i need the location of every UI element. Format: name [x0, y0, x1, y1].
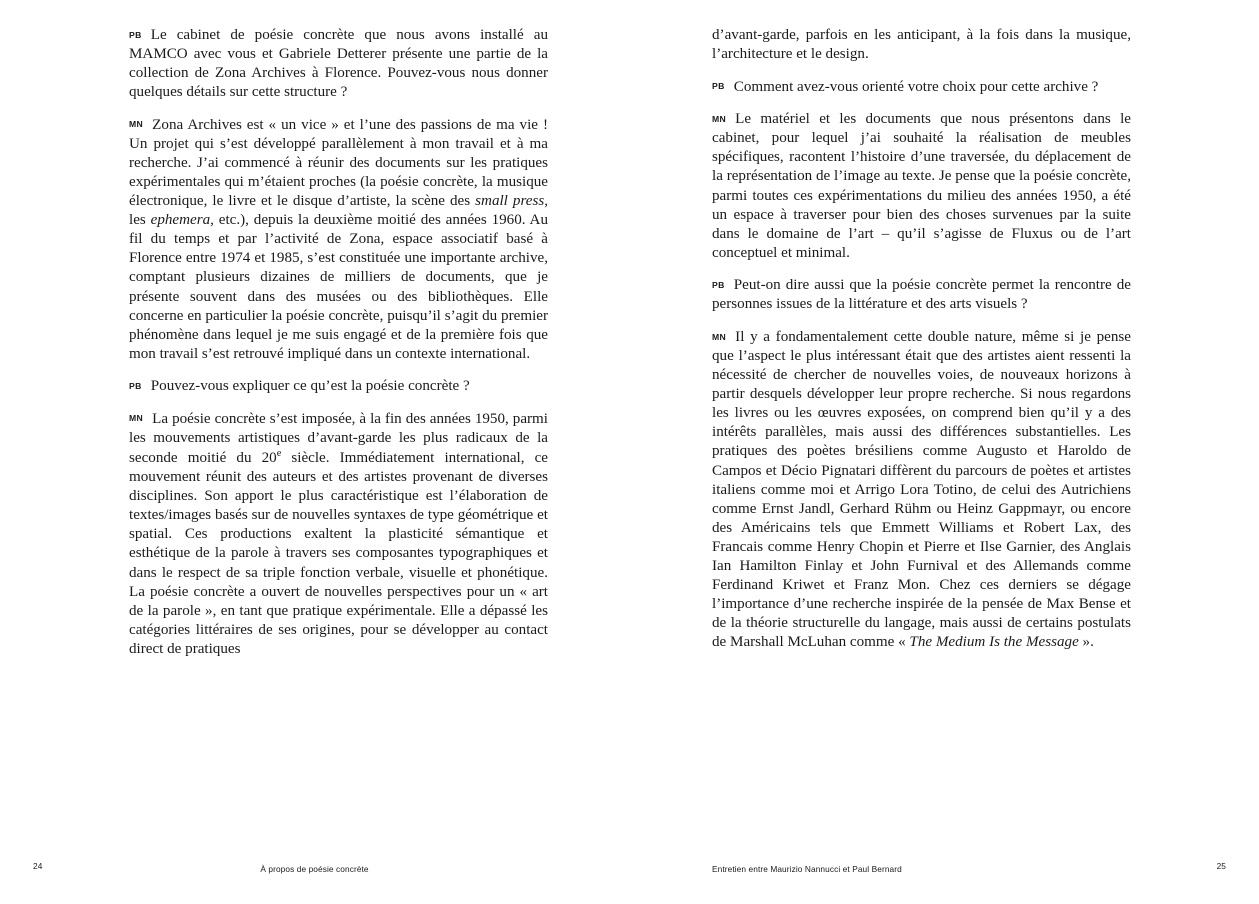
paragraph-text: Peut-on dire aussi que la poésie concrète permet la rencontre de personnes issues de la littérature et des arts visuels ? [712, 277, 1131, 313]
speaker-label: PB [712, 81, 725, 92]
qa-paragraph [712, 110, 1131, 263]
qa-paragraph [129, 26, 548, 102]
right-page [630, 0, 1259, 904]
qa-paragraph [712, 78, 1131, 97]
qa-paragraph [129, 116, 548, 364]
left-page-text-column [129, 26, 548, 659]
qa-paragraph [712, 328, 1131, 652]
italic-title: The Medium Is the Message [909, 634, 1079, 651]
qa-paragraph [712, 276, 1131, 314]
folio-right: 25 [1216, 861, 1226, 871]
speaker-label: MN [712, 113, 727, 124]
paragraph-text: Il y a fondamentalement cette double nature, même si je pense que l’aspect le plus intéressant était que des artistes aient ressenti la nécessité de chercher de nouvelles voies, de nouveaux horizons à partir desquels développer leur propre recherche. Si nous regardons les livres ou les œuvres exposées, on comprend bien qu’il y a des intérêts parallèles, mais aussi des différences substantielles. Les pratiques des poètes brésiliens comme Augusto et Haroldo de Campos et Décio Pignatari diffèrent du parcours de poètes et artistes italiens comme moi et Arrigo Lora Totino, de celui des Autrichiens comme Ernst Jandl, Gerhard Rühm ou Heinz Gappmayr, ou encore des Américains tels que Emmett Williams et Robert Lax, des Francais comme Henry Chopin et Pierre et Ilse Garnier, des Anglais Ian Hamilton Finlay et John Furnival et des Allemands comme Ferdinand Kriwet et Franz Mon. Chez ces derniers se dégage l’importance d’une recherche inspirée de la pensée de Max Bense et de la théorie structurelle du langage, mais aussi de certains postulats de Marshall McLuhan comme « [712, 329, 1131, 651]
paragraph-text: Le matériel et les documents que nous présentons dans le cabinet, pour lequel j’ai souhaité la réalisation de meubles spécifiques, racontent l’histoire d’une traversée, du déplacement de la représentation de l’image au texte. Je pense que la poésie concrète, parmi toutes ces expérimentations du milieu des années 1950, a été un espace à traverser pour bien des choses survenues par la suite dans le domaine de l’art – qu’il s’agisse de Fluxus ou de l’art conceptuel et minimal. [712, 111, 1131, 261]
speaker-label: MN [129, 413, 144, 424]
paragraph-text: La poésie concrète s’est imposée, à la fin des années 1950, parmi les mouvements artistiques d’avant-garde les plus radicaux de la seconde moitié du 20 [129, 410, 548, 467]
paragraph-text: siècle. Immédiatement international, ce mouvement réunit des auteurs et des artistes provenant de diverses disciplines. Son apport le plus caractéristique est l’élaboration de textes/images basés sur de nouvelles syntaxes de type géométrique et spatial. Ces productions exaltent la plasticité sémantique et esthétique de la parole à travers ses composantes typographiques et dans le respect de sa triple fonction verbale, visuelle et phonétique. La poésie concrète a ouvert de nouvelles perspectives pour un « art de la parole », en tant que pratique expérimentale. Elle a dépassé les catégories littéraires de ses origines, pour se développer au contact direct de pratiques [129, 450, 549, 657]
qa-paragraph [129, 377, 548, 396]
speaker-label: PB [129, 29, 142, 40]
paragraph-text: ». [1078, 634, 1094, 651]
running-head-left: À propos de poésie concrète [260, 864, 369, 874]
folio-left: 24 [33, 861, 43, 871]
paragraph-text: , les [129, 193, 548, 229]
running-head-right: Entretien entre Maurizio Nannucci et Paul Bernard [712, 864, 902, 874]
left-page [0, 0, 629, 904]
paragraph-text: Pouvez-vous expliquer ce qu’est la poésie concrète ? [150, 378, 470, 395]
continuation-paragraph [712, 26, 1131, 64]
right-page-text-column [712, 26, 1131, 652]
paragraph-text: etc.), depuis la deuxième moitié des années 1960. Au fil du temps et par l’activité de Zona, espace associatif basé à Florence entre 1974 et 1985, s’est constituée une importante archive, comptant plusieurs dizaines de milliers de documents, que je présente souvent dans des musées ou des bibliothèques. Elle concerne en particulier la poésie concrète, puisqu’il s’agit du premier phénomène dans lequel je me suis engagé et de la première fois que mon travail s’est retrouvé impliqué dans un contexte international. [129, 212, 548, 362]
italic-term: ephemera, [150, 212, 214, 229]
paragraph-text: Le cabinet de poésie concrète que nous avons installé au MAMCO avec vous et Gabriele Detterer présente une partie de la collection de Zona Archives à Florence. Pouvez-vous nous donner quelques détails sur cette structure ? [129, 27, 548, 101]
paragraph-text: d’avant-garde, parfois en les anticipant, à la fois dans la musique, l’architecture et le design. [712, 27, 1131, 63]
speaker-label: MN [129, 119, 144, 130]
speaker-label: PB [712, 279, 725, 290]
speaker-label: MN [712, 331, 727, 342]
qa-paragraph [129, 410, 548, 659]
ordinal-superscript: e [276, 448, 282, 460]
paragraph-text: Comment avez-vous orienté votre choix pour cette archive ? [733, 78, 1099, 95]
italic-term: small press [475, 193, 545, 210]
speaker-label: PB [129, 380, 142, 391]
paragraph-text: Zona Archives est « un vice » et l’une des passions de ma vie ! Un projet qui s’est développé parallèlement à mon travail et à ma recherche. J’ai commencé à réunir des documents sur les pratiques expérimentales qui m’étaient proches (la poésie concrète, la musique électronique, le livre et le disque d’artiste, la scène des [129, 116, 548, 210]
